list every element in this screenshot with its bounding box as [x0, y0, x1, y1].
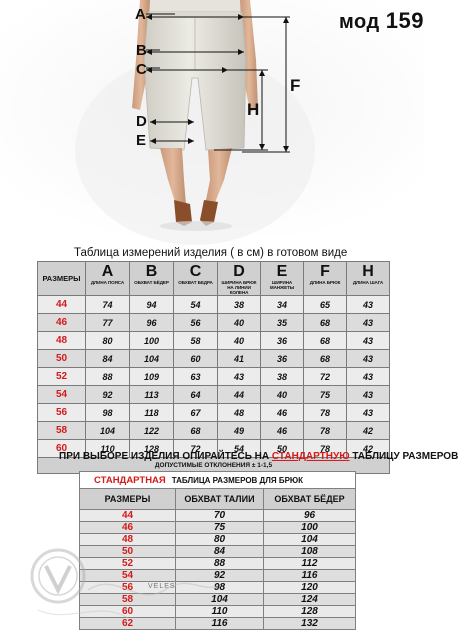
- measurement-cell: 118: [130, 404, 174, 422]
- measurement-cell: 68: [304, 314, 347, 332]
- size-cell: 54: [38, 386, 86, 404]
- table-row: [80, 522, 356, 534]
- measurement-cell: 74: [86, 296, 130, 314]
- product-photo: [0, 0, 424, 236]
- measurement-cell: 80: [86, 332, 130, 350]
- instruction-highlight: СТАНДАРТНУЮ: [271, 451, 350, 462]
- measurement-cell: 68: [174, 422, 218, 440]
- std-waist-cell: 70: [176, 510, 264, 522]
- std-hips-cell: 128: [264, 606, 356, 618]
- size-cell: 50: [38, 350, 86, 368]
- marker-f: F: [290, 76, 301, 95]
- standard-title-rest: ТАБЛИЦА РАЗМЕРОВ ДЛЯ БРЮК: [171, 475, 304, 485]
- measurement-cell: 43: [347, 314, 390, 332]
- column-letter: H: [362, 263, 374, 280]
- measurement-cell: 98: [86, 404, 130, 422]
- column-letter: A: [101, 263, 114, 280]
- size-cell: 60: [38, 440, 86, 458]
- measurement-cell: 75: [304, 386, 347, 404]
- std-size-cell: 54: [80, 570, 176, 582]
- marker-c: C: [136, 61, 147, 78]
- std-waist-cell: 84: [176, 546, 264, 558]
- column-e-header: [261, 262, 304, 296]
- column-letter: B: [145, 263, 158, 280]
- column-c-header: [174, 262, 218, 296]
- marker-e: E: [136, 132, 147, 149]
- watermark-text: VELES: [148, 583, 176, 590]
- table-row: [38, 386, 390, 404]
- std-size-header: РАЗМЕРЫ: [80, 489, 176, 510]
- measurement-cell: 43: [347, 368, 390, 386]
- measurement-cell: 94: [130, 296, 174, 314]
- measurement-cell: 43: [218, 368, 261, 386]
- measurement-cell: 40: [261, 386, 304, 404]
- column-h-header: [347, 262, 390, 296]
- std-hips-cell: 96: [264, 510, 356, 522]
- std-hips-cell: 120: [264, 582, 356, 594]
- column-letter: F: [320, 263, 330, 280]
- std-waist-cell: 116: [176, 618, 264, 630]
- measurement-cell: 110: [86, 440, 130, 458]
- std-waist-cell: 88: [176, 558, 264, 570]
- std-waist-header: ОБХВАТ ТАЛИИ: [176, 489, 264, 510]
- measurements-caption: Таблица измерений изделия ( в см) в готовом виде: [74, 247, 348, 259]
- measurement-cell: 122: [130, 422, 174, 440]
- column-letter: E: [276, 263, 288, 280]
- column-f-header: [304, 262, 347, 296]
- std-size-cell: 60: [80, 606, 176, 618]
- measurement-cell: 34: [261, 296, 304, 314]
- measurement-cell: 54: [174, 296, 218, 314]
- std-size-cell: 56: [80, 582, 176, 594]
- measurement-cell: 49: [218, 422, 261, 440]
- measurement-cell: 38: [261, 368, 304, 386]
- model-prefix: мод: [339, 11, 380, 33]
- std-size-cell: 44: [80, 510, 176, 522]
- measurement-cell: 41: [218, 350, 261, 368]
- column-d-header: [218, 262, 261, 296]
- measurement-cell: 46: [261, 422, 304, 440]
- column-letter: C: [189, 263, 202, 280]
- table-row: [38, 296, 390, 314]
- measurements-table: [37, 261, 390, 474]
- measurement-cell: 43: [347, 296, 390, 314]
- table-row: [38, 332, 390, 350]
- column-desc: ДЛИНА БРЮК: [309, 280, 341, 285]
- measurement-cell: 92: [86, 386, 130, 404]
- std-hips-cell: 108: [264, 546, 356, 558]
- measurement-cell: 68: [304, 332, 347, 350]
- table-row: [38, 404, 390, 422]
- measurement-cell: 104: [130, 350, 174, 368]
- measurement-cell: 35: [261, 314, 304, 332]
- measurement-cell: 58: [174, 332, 218, 350]
- measurement-cell: 68: [304, 350, 347, 368]
- marker-b: B: [136, 42, 147, 59]
- std-waist-cell: 80: [176, 534, 264, 546]
- std-hips-cell: 116: [264, 570, 356, 582]
- instruction-after: ТАБЛИЦУ РАЗМЕРОВ: [349, 451, 458, 462]
- measurement-cell: 42: [347, 422, 390, 440]
- measurement-cell: 36: [261, 350, 304, 368]
- std-waist-cell: 92: [176, 570, 264, 582]
- standard-title-row: [80, 472, 356, 489]
- measurements-header-row: [38, 262, 390, 296]
- measurement-cell: 109: [130, 368, 174, 386]
- std-hips-cell: 100: [264, 522, 356, 534]
- std-size-cell: 58: [80, 594, 176, 606]
- measurement-cell: 43: [347, 386, 390, 404]
- std-waist-cell: 104: [176, 594, 264, 606]
- std-hips-cell: 132: [264, 618, 356, 630]
- measurement-cell: 78: [304, 404, 347, 422]
- marker-a: A: [135, 6, 146, 23]
- measurement-cell: 36: [261, 332, 304, 350]
- measurement-cell: 42: [347, 440, 390, 458]
- measurement-cell: 43: [347, 350, 390, 368]
- column-desc: ОБХВАТ БЕДРА: [178, 280, 213, 285]
- measurement-cell: 100: [130, 332, 174, 350]
- column-desc: ОБХВАТ БЁДЕР: [134, 280, 169, 285]
- measurement-cell: 72: [174, 440, 218, 458]
- measurement-cell: 77: [86, 314, 130, 332]
- model-number: 159: [385, 8, 424, 33]
- column-b-header: [130, 262, 174, 296]
- measurement-cell: 128: [130, 440, 174, 458]
- table-row: [38, 422, 390, 440]
- column-a-header: [86, 262, 130, 296]
- instruction-before: ПРИ ВЫБОРЕ ИЗДЕЛИЯ ОПИРАЙТЕСЬ НА: [59, 451, 272, 462]
- column-letter: D: [233, 263, 245, 280]
- column-desc: ДЛИНА ШАГА: [352, 280, 384, 285]
- measurement-cell: 43: [347, 332, 390, 350]
- marker-d: D: [136, 113, 147, 130]
- standard-title-red: СТАНДАРТНАЯ: [94, 474, 166, 486]
- tolerance-note: ДОПУСТИМЫЕ ОТКЛОНЕНИЯ ± 1-1,5: [38, 458, 390, 474]
- measurement-cell: 67: [174, 404, 218, 422]
- std-hips-cell: 104: [264, 534, 356, 546]
- instruction-text: [59, 451, 458, 462]
- measurement-cell: 72: [304, 368, 347, 386]
- measurement-cell: 50: [261, 440, 304, 458]
- measurement-cell: 65: [304, 296, 347, 314]
- std-size-cell: 62: [80, 618, 176, 630]
- size-cell: 52: [38, 368, 86, 386]
- brand-watermark-logo: [28, 540, 228, 636]
- measurement-cell: 48: [218, 404, 261, 422]
- std-size-cell: 52: [80, 558, 176, 570]
- measurement-cell: 60: [174, 350, 218, 368]
- column-desc: ДЛИНА ПОЯСА: [90, 280, 125, 285]
- measurement-cell: 46: [261, 404, 304, 422]
- measurement-cell: 43: [347, 404, 390, 422]
- size-cell: 46: [38, 314, 86, 332]
- std-hips-header: ОБХВАТ БЁДЕР: [264, 489, 356, 510]
- measurement-cell: 63: [174, 368, 218, 386]
- measurement-cell: 78: [304, 422, 347, 440]
- standard-header-row: [80, 489, 356, 510]
- measurement-cell: 64: [174, 386, 218, 404]
- measurement-cell: 56: [174, 314, 218, 332]
- std-hips-cell: 112: [264, 558, 356, 570]
- measurement-cell: 38: [218, 296, 261, 314]
- measurement-cell: 113: [130, 386, 174, 404]
- size-cell: 58: [38, 422, 86, 440]
- column-desc: ШИРИНА БРЮК НА ЛИНИИ КОЛЕНА: [221, 280, 257, 295]
- size-cell: 56: [38, 404, 86, 422]
- std-waist-cell: 98: [176, 582, 264, 594]
- std-size-cell: 46: [80, 522, 176, 534]
- measurement-cell: 44: [218, 386, 261, 404]
- table-row: [80, 510, 356, 522]
- standard-table-title: [80, 472, 356, 489]
- measurement-cell: 54: [218, 440, 261, 458]
- measurement-cell: 40: [218, 314, 261, 332]
- std-waist-cell: 75: [176, 522, 264, 534]
- measurement-cell: 104: [86, 422, 130, 440]
- measurement-cell: 78: [304, 440, 347, 458]
- std-hips-cell: 124: [264, 594, 356, 606]
- table-row: [38, 368, 390, 386]
- size-column-header: РАЗМЕРЫ: [38, 262, 86, 296]
- measurement-cell: 88: [86, 368, 130, 386]
- table-row: [38, 314, 390, 332]
- size-cell: 48: [38, 332, 86, 350]
- std-waist-cell: 110: [176, 606, 264, 618]
- size-cell: 44: [38, 296, 86, 314]
- marker-h: H: [247, 100, 260, 119]
- model-label: [339, 8, 424, 34]
- measurement-cell: 84: [86, 350, 130, 368]
- column-desc: ШИРИНА МАНЖЕТЫ: [269, 280, 295, 290]
- std-size-cell: 50: [80, 546, 176, 558]
- measurement-cell: 40: [218, 332, 261, 350]
- std-size-cell: 48: [80, 534, 176, 546]
- measurement-cell: 96: [130, 314, 174, 332]
- table-row: [38, 350, 390, 368]
